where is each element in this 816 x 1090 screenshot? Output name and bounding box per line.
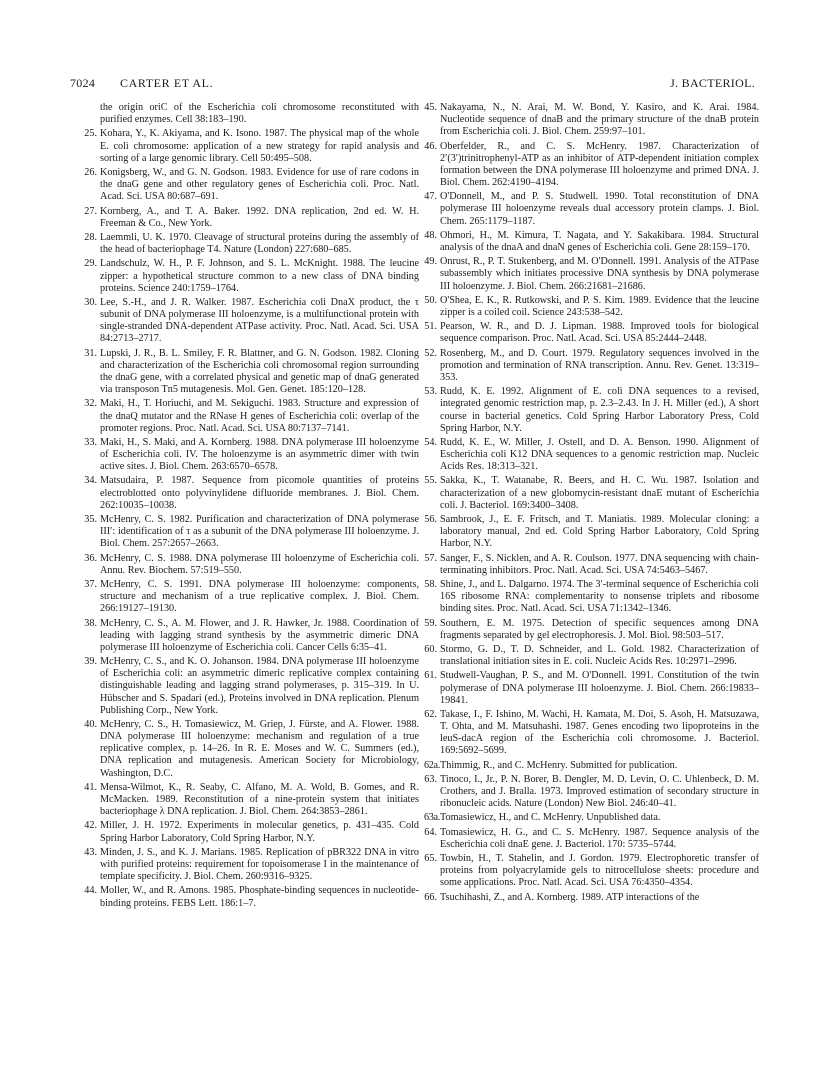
reference-entry — [412, 386, 759, 435]
reference-entry — [412, 141, 759, 190]
reference-entry — [72, 656, 419, 717]
page-number: 7024 — [70, 76, 96, 90]
reference-text: Stormo, G. D., T. D. Schneider, and L. Gold. 1982. Characterization of translational initiation sites in E. coli. Nucleic Acids Res. 10:2971–2996. — [440, 643, 759, 668]
reference-number: 63. — [424, 773, 437, 785]
reference-entry — [412, 670, 759, 706]
reference-text: Landschulz, W. H., P. F. Johnson, and S. L. McKnight. 1988. The leucine zipper: a hypothetical structure common to a new class of DNA binding proteins. Science 240:1759–1764. — [100, 258, 419, 294]
reference-entry — [412, 553, 759, 577]
reference-number: 62a. — [423, 759, 440, 771]
reference-text: Thimmig, R., and C. McHenry. Submitted for publication. — [440, 759, 678, 771]
reference-text: Onrust, R., P. T. Stukenberg, and M. O'Donnell. 1991. Analysis of the ATPase subassembly which initiates processive DNA synthesis by DNA polymerase III holoenzyme. J. Biol. Chem. 266:21681–21686. — [440, 256, 759, 292]
reference-number: 50. — [424, 294, 437, 306]
reference-number: 48. — [424, 229, 437, 241]
reference-text: Miller, J. H. 1972. Experiments in molecular genetics, p. 431–435. Cold Spring Harbor Laboratory, Cold Spring Harbor, N.Y. — [100, 820, 419, 844]
reference-entry — [412, 827, 759, 851]
reference-entry — [72, 820, 419, 844]
reference-text: Kornberg, A., and T. A. Baker. 1992. DNA replication, 2nd ed. W. H. Freeman & Co., New York. — [100, 205, 419, 229]
reference-number: 47. — [424, 191, 437, 203]
reference-text: the origin oriC of the Escherichia coli chromosome reconstituted with purified enzymes. Cell 38:183–190. — [100, 102, 419, 126]
reference-number: 62. — [424, 708, 437, 720]
reference-entry — [72, 782, 419, 818]
reference-text: Minden, J. S., and K. J. Marians. 1985. Replication of pBR322 DNA in vitro with purified proteins: requirement for topoisomerase I in the maintenance of template specificity. J. Biol. Chem. 260:9316–9325. — [100, 846, 419, 883]
reference-number: 41. — [84, 781, 97, 793]
reference-entry — [72, 297, 419, 346]
reference-text: Nakayama, N., N. Arai, M. W. Bond, Y. Kasiro, and K. Arai. 1984. Nucleotide sequence of dnaB and the primary structure of the dnaB protein from Escherichia coli. J. Biol. Chem. 259:97–101. — [440, 102, 759, 138]
reference-text: Mensa-Wilmot, K., R. Seaby, C. Alfano, M. A. Wold, B. Gomes, and R. McMacken. 1989. Reconstitution of a nine-protein system that initiates bacteriophage λ DNA replication. J. Biol. Chem. 264:3853–2861. — [100, 781, 419, 818]
reference-text: Shine, J., and L. Dalgarno. 1974. The 3′-terminal sequence of Escherichia coli 16S ribosome RNA: complementarity to nonsense triplets and ribosome binding sites. Proc. Natl. Acad. Sci. USA 71:1342–1346. — [440, 579, 759, 615]
reference-text: Tinoco, I., Jr., P. N. Borer, B. Dengler, M. D. Levin, O. C. Uhlenbeck, D. M. Crothers, and J. Bralla. 1973. Improved estimation of secondary structure in ribonucleic acids. Nature (London) New Biol. 246:40–41. — [440, 773, 759, 810]
reference-text: Tsuchihashi, Z., and A. Kornberg. 1989. ATP interactions of the — [440, 891, 700, 903]
reference-number: 51. — [424, 321, 437, 333]
reference-text: Tomasiewicz, H. G., and C. S. McHenry. 1987. Sequence analysis of the Escherichia coli dnaE gene. J. Bacteriol. 170: 5735–5744. — [440, 826, 759, 850]
reference-entry — [412, 475, 759, 511]
reference-entry — [72, 885, 419, 909]
reference-number: 46. — [424, 140, 437, 152]
reference-entry — [412, 102, 759, 138]
reference-number: 32. — [84, 398, 97, 410]
reference-text: McHenry, C. S. 1991. DNA polymerase III holoenzyme: components, structure and mechanism of a true replicative complex. J. Biol. Chem. 266:19127–19130. — [100, 579, 419, 615]
reference-entry — [412, 579, 759, 615]
reference-number: 35. — [84, 514, 97, 526]
reference-entry — [412, 437, 759, 473]
reference-text: Lupski, J. R., B. L. Smiley, F. R. Blattner, and G. N. Godson. 1982. Cloning and characterization of the Escherichia coli chromosomal region surrounding the dnaG gene, with a correlated physical and genetic map of dnaG generated via transposon Tn5 mutagenesis. Mol. Gen. Genet. 185:120–128. — [100, 347, 419, 396]
reference-entry — [412, 892, 759, 904]
reference-text: Sambrook, J., E. F. Fritsch, and T. Maniatis. 1989. Molecular cloning: a laboratory manual, 2nd ed. Cold Spring Harbor Laboratory, Cold Spring Harbor, N.Y. — [440, 514, 759, 550]
page-header — [70, 76, 755, 92]
reference-text: Pearson, W. R., and D. J. Lipman. 1988. Improved tools for biological sequence comparison. Proc. Natl. Acad. Sci. USA 85:2444–2448. — [440, 321, 759, 345]
reference-number: 28. — [84, 231, 97, 243]
reference-entry — [72, 128, 419, 164]
reference-number: 54. — [424, 436, 437, 448]
reference-number: 38. — [84, 617, 97, 629]
references-right-column — [412, 102, 759, 906]
reference-entry — [72, 719, 419, 780]
reference-entry — [412, 812, 759, 824]
reference-text: Rudd, K. E. 1992. Alignment of E. coli DNA sequences to a revised, integrated genomic restriction map, p. 2.3–2.43. In J. H. Miller (ed.), A short course in bacterial genetics. Cold Spring Harbor Laboratory Press, Cold Spring Harbor, N.Y. — [440, 386, 759, 434]
reference-entry — [72, 102, 419, 126]
journal-name: J. BACTERIOL. — [670, 76, 755, 90]
reference-text: McHenry, C. S., H. Tomasiewicz, M. Griep, J. Fürste, and A. Flower. 1988. DNA polymerase III holoenzyme: mechanism and regulation of a true replicative complex, p. 14–26. In R. E. Moses and W. C. Summers (ed.), DNA replication and mutagenesis. American Society for Microbiology, Washington, D.C. — [100, 719, 419, 779]
reference-text: O'Shea, E. K., R. Rutkowski, and P. S. Kim. 1989. Evidence that the leucine zipper is a coiled coil. Science 243:538–542. — [440, 294, 759, 318]
reference-entry — [412, 321, 759, 345]
reference-number: 42. — [84, 820, 97, 832]
reference-entry — [412, 256, 759, 292]
reference-entry — [412, 295, 759, 319]
reference-entry — [412, 644, 759, 668]
reference-text: Sanger, F., S. Nicklen, and A. R. Coulson. 1977. DNA sequencing with chain-terminating inhibitors. Proc. Natl. Acad. Sci. USA 74:5463–5467. — [440, 552, 759, 576]
reference-number: 65. — [424, 853, 437, 865]
reference-number: 36. — [84, 552, 97, 564]
reference-text: Southern, E. M. 1975. Detection of specific sequences among DNA fragments separated by gel electrophoresis. J. Mol. Biol. 98:503–517. — [440, 617, 759, 641]
reference-text: Maki, H., S. Maki, and A. Kornberg. 1988. DNA polymerase III holoenzyme of Escherichia coli. IV. The holoenzyme is an asymmetric dimer with twin active sites. J. Biol. Chem. 263:6570–6578. — [100, 436, 419, 473]
reference-text: Laemmli, U. K. 1970. Cleavage of structural proteins during the assembly of the head of bacteriophage T4. Nature (London) 227:680–685. — [100, 231, 419, 256]
reference-entry — [72, 514, 419, 550]
reference-number: 30. — [84, 296, 97, 308]
references-left-column — [72, 102, 419, 912]
reference-text: Lee, S.-H., and J. R. Walker. 1987. Escherichia coli DnaX product, the τ subunit of DNA polymerase III holoenzyme, is a multifunctional protein with single-stranded DNA-dependent ATPase activity. Proc. Natl. Acad. Sci. USA 84:2713–2717. — [100, 296, 419, 345]
reference-number: 40. — [84, 719, 97, 730]
reference-text: McHenry, C. S. 1988. DNA polymerase III holoenzyme of Escherichia coli. Annu. Rev. Biochem. 57:519–550. — [100, 552, 419, 576]
reference-text: Rudd, K. E., W. Miller, J. Ostell, and D. A. Benson. 1990. Alignment of Escherichia coli K12 DNA sequences to a genomic restriction map. Nucleic Acids Res. 18:313–321. — [440, 436, 759, 473]
reference-number: 63a. — [423, 812, 440, 824]
reference-entry — [72, 618, 419, 654]
reference-text: McHenry, C. S. 1982. Purification and characterization of DNA polymerase III′: identification of τ as a subunit of the DNA polymerase III holoenzyme. J. Biol. Chem. 257:2657–2663. — [100, 514, 419, 550]
reference-number: 64. — [424, 826, 437, 838]
reference-text: Konigsberg, W., and G. N. Godson. 1983. Evidence for use of rare codons in the dnaG gene and other regulatory genes of Escherichia coli. Proc. Natl. Acad. Sci. USA 80:687–691. — [100, 166, 419, 203]
reference-entry — [72, 475, 419, 511]
reference-text: McHenry, C. S., and K. O. Johanson. 1984. DNA polymerase III holoenzyme of Escherichia coli: an asymmetric dimeric replicative complex containing distinguishable leading and lagging strand polymerases, p. 315–319. In U. Hübscher and S. Spadari (ed.), Proteins involved in DNA replication. Plenum Publishing Corp., New York. — [100, 656, 419, 716]
reference-number: 57. — [424, 552, 437, 564]
reference-number: 45. — [424, 102, 437, 113]
reference-number: 66. — [424, 891, 437, 903]
reference-text: Maki, H., T. Horiuchi, and M. Sekiguchi. 1983. Structure and expression of the dnaQ mutator and the RNase H genes of Escherichia coli: overlap of the promoter regions. Proc. Natl. Acad. Sci. USA 80:7137–7141. — [100, 398, 419, 434]
reference-text: O'Donnell, M., and P. S. Studwell. 1990. Total reconstitution of DNA polymerase III holoenzyme reveals dual accessory protein clamps. J. Biol. Chem. 265:1179–1187. — [440, 191, 759, 227]
reference-entry — [72, 553, 419, 577]
reference-text: Sakka, K., T. Watanabe, R. Beers, and H. C. Wu. 1987. Isolation and characterization of a new globomycin-resistant dnaE mutant of Escherichia coli. J. Bacteriol. 169:3400–3408. — [440, 475, 759, 511]
reference-entry — [72, 437, 419, 473]
reference-entry — [412, 348, 759, 384]
reference-number: 55. — [424, 475, 437, 487]
reference-number: 39. — [84, 656, 97, 668]
reference-entry — [412, 760, 759, 772]
reference-entry — [412, 230, 759, 254]
reference-entry — [412, 774, 759, 810]
reference-text: Studwell-Vaughan, P. S., and M. O'Donnell. 1991. Constitution of the twin polymerase of DNA polymerase III holoenzyme. J. Biol. Chem. 266:19833–19841. — [440, 670, 759, 706]
reference-number: 52. — [424, 347, 437, 359]
reference-entry — [412, 191, 759, 227]
reference-number: 60. — [424, 643, 437, 655]
reference-entry — [72, 232, 419, 256]
reference-text: Ohmori, H., M. Kimura, T. Nagata, and Y. Sakakibara. 1984. Structural analysis of the dnaA and dnaN genes of Escherichia coli. Gene 28:159–170. — [440, 229, 759, 253]
reference-number: 29. — [84, 258, 97, 270]
reference-text: Matsudaira, P. 1987. Sequence from picomole quantities of proteins electroblotted onto polyvinylidene difluoride membranes. J. Biol. Chem. 262:10035–10038. — [100, 475, 419, 511]
reference-entry — [412, 514, 759, 550]
reference-number: 43. — [84, 846, 97, 858]
reference-number: 33. — [84, 436, 97, 448]
reference-entry — [72, 206, 419, 230]
running-authors: CARTER ET AL. — [120, 76, 214, 90]
reference-entry — [72, 258, 419, 294]
reference-entry — [72, 398, 419, 434]
reference-text: Tomasiewicz, H., and C. McHenry. Unpublished data. — [440, 812, 661, 824]
reference-text: Towbin, H., T. Stahelin, and J. Gordon. 1979. Electrophoretic transfer of proteins from polyacrylamide gels to nitrocellulose sheets: procedure and some applications. Proc. Natl. Acad. Sci. USA 76:4350–4354. — [440, 853, 759, 889]
reference-number: 31. — [84, 347, 97, 359]
reference-number: 44. — [84, 885, 97, 897]
reference-number: 37. — [84, 579, 97, 590]
reference-number: 49. — [424, 256, 437, 268]
reference-number: 59. — [424, 617, 437, 629]
reference-number: 34. — [84, 475, 97, 487]
reference-text: Oberfelder, R., and C. S. McHenry. 1987. Characterization of 2′(3′)trinitrophenyl-ATP as an inhibitor of ATP-dependent initiation complex formation between the DNA polymerase III holoenzyme and primed DNA. J. Biol. Chem. 262:4190–4194. — [440, 140, 759, 189]
reference-number: 26. — [84, 166, 97, 178]
reference-number: 58. — [424, 579, 437, 590]
reference-text: Rosenberg, M., and D. Court. 1979. Regulatory sequences involved in the promotion and termination of RNA transcription. Annu. Rev. Genet. 13:319–353. — [440, 347, 759, 383]
reference-number: 53. — [424, 386, 437, 398]
reference-entry — [72, 847, 419, 883]
reference-text: McHenry, C. S., A. M. Flower, and J. R. Hawker, Jr. 1988. Coordination of leading with lagging strand synthesis by the asymmetric dimeric DNA polymerase III holoenzyme of Escherichia coli. Cancer Cells 6:35–41. — [100, 617, 419, 653]
reference-number: 56. — [424, 514, 437, 526]
reference-text: Kohara, Y., K. Akiyama, and K. Isono. 1987. The physical map of the whole E. coli chromosome: application of a new strategy for rapid analysis and sorting of a large genomic library. Cell 50:495–508. — [100, 128, 419, 164]
reference-text: Takase, I., F. Ishino, M. Wachi, H. Kamata, M. Doi, S. Asoh, H. Matsuzawa, T. Ohta, and M. Matsuhashi. 1987. Genes encoding two lipoproteins in the leuS-dacA region of the Escherichia coli chromosome. J. Bacteriol. 169:5692–5699. — [440, 708, 759, 757]
reference-text: Moller, W., and R. Amons. 1985. Phosphate-binding sequences in nucleotide-binding proteins. FEBS Lett. 186:1–7. — [100, 885, 419, 909]
reference-entry — [412, 853, 759, 889]
reference-number: 27. — [84, 205, 97, 217]
reference-entry — [412, 618, 759, 642]
reference-number: 25. — [84, 128, 97, 140]
reference-entry — [72, 579, 419, 615]
reference-entry — [412, 709, 759, 758]
reference-entry — [72, 348, 419, 397]
reference-entry — [72, 167, 419, 203]
reference-number: 61. — [424, 670, 437, 682]
